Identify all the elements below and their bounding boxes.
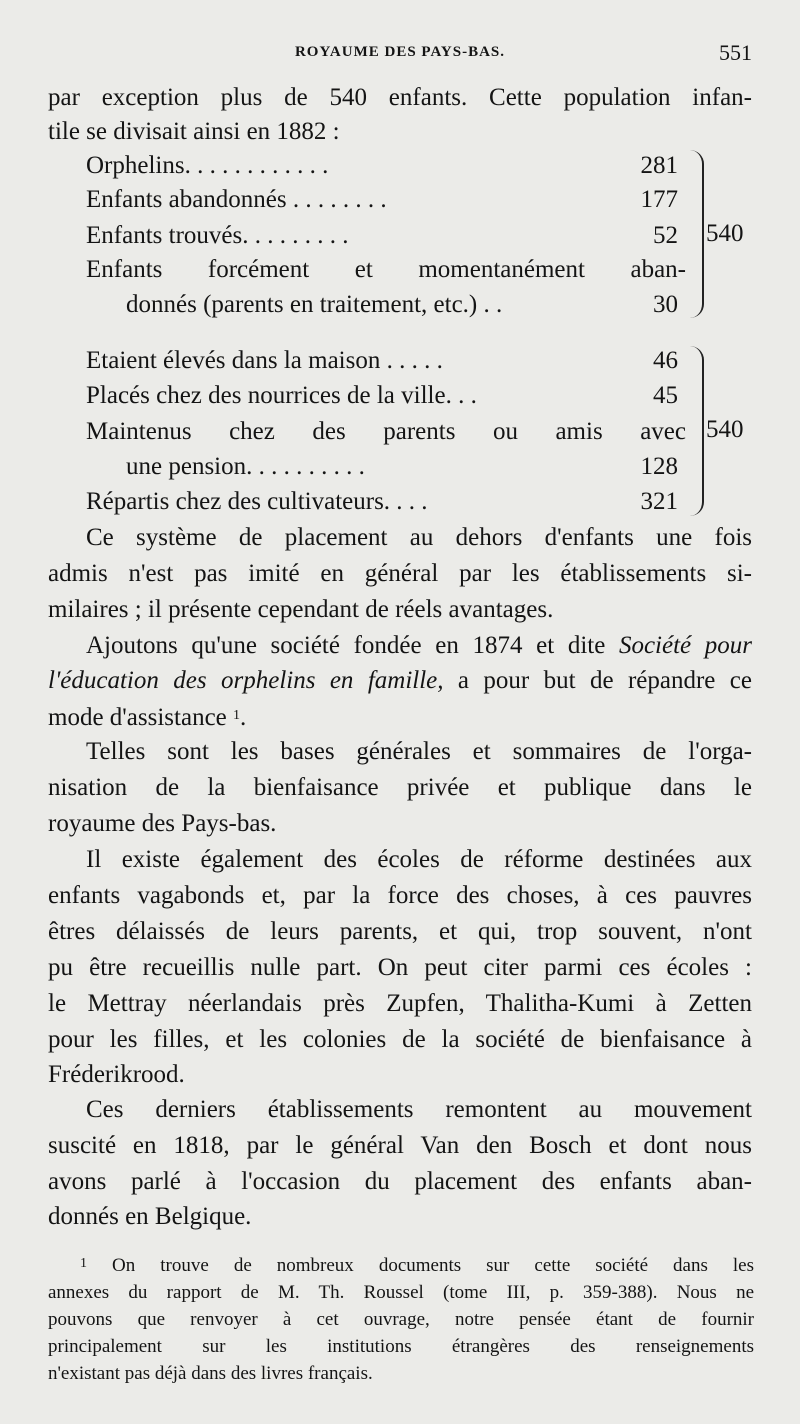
text-span: On trouve de nombreux documents sur cette société dans les xyxy=(87,1255,754,1276)
row-value: 45 xyxy=(653,382,678,409)
row-value: 46 xyxy=(653,347,678,374)
footnote-line: annexes du rapport de M. Th. Roussel (tome III, p. 359-388). Nous ne xyxy=(48,1282,754,1303)
paragraph-line: Il existe également des écoles de réforme destinées aux xyxy=(86,846,752,873)
footnote-line: principalement sur les institutions étrangères des renseignements xyxy=(48,1336,754,1357)
text-span: a pour but de répandre ce xyxy=(443,667,752,694)
text-span: mode d'assistance xyxy=(48,704,227,731)
intro-line: tile se divisait ainsi en 1882 : xyxy=(48,118,340,145)
row-label: donnés (parents en traitement, etc.) . . xyxy=(126,291,503,318)
row-value: 177 xyxy=(640,186,678,213)
paragraph-line: Fréderikrood. xyxy=(48,1061,185,1088)
paragraph-line: donnés en Belgique. xyxy=(48,1203,252,1230)
paragraph-line: pu être recueillis nulle part. On peut citer parmi ces écoles : xyxy=(48,954,752,981)
footnote-mark: 1 xyxy=(80,1256,87,1271)
paragraph-line: Telles sont les bases générales et sommaires de l'orga- xyxy=(86,738,752,765)
table-row xyxy=(86,378,686,414)
table-row xyxy=(86,252,686,288)
row-value: 128 xyxy=(640,453,678,480)
row-label: une pension. . . . . . . . . . xyxy=(126,453,365,480)
running-title: ROYAUME DES PAYS-BAS. xyxy=(294,44,506,60)
footnote-line xyxy=(80,1252,754,1280)
paragraph-line xyxy=(86,628,752,664)
footnote-ref: 1 xyxy=(233,708,241,723)
paragraph-line xyxy=(48,663,752,699)
grouping-brace xyxy=(688,346,704,516)
table-row xyxy=(86,218,686,254)
grouping-brace xyxy=(688,150,704,318)
paragraph-line: êtres délaissés de leurs parents, et qui, trop souvent, n'ont xyxy=(48,918,752,945)
intro-line: par exception plus de 540 enfants. Cette population infan- xyxy=(48,84,752,111)
paragraph-line: suscité en 1818, par le général Van den Bosch et dont nous xyxy=(48,1132,752,1159)
table-row xyxy=(86,414,686,450)
paragraph-line: Ce système de placement au dehors d'enfants une fois xyxy=(86,524,752,551)
paragraph-line xyxy=(48,700,752,736)
table-row xyxy=(86,449,686,485)
table-total: 540 xyxy=(706,220,744,247)
table-row xyxy=(86,484,686,520)
paragraph-line: royaume des Pays-bas. xyxy=(48,810,277,837)
text-span: . xyxy=(240,704,247,731)
row-value: 52 xyxy=(653,222,678,249)
paragraph-line: Ces derniers établissements remontent au mouvement xyxy=(86,1096,752,1123)
page-header xyxy=(0,38,800,68)
row-label: Placés chez des nourrices de la ville. . . xyxy=(86,382,477,409)
paragraph-line: le Mettray néerlandais près Zupfen, Thalitha-Kumi à Zetten xyxy=(48,990,752,1017)
row-label: Répartis chez des cultivateurs. . . . xyxy=(86,488,428,515)
table-row xyxy=(86,343,686,379)
paragraph-line: pour les filles, et les colonies de la société de bienfaisance à xyxy=(48,1026,752,1053)
table-row xyxy=(86,287,686,323)
row-label: Etaient élevés dans la maison . . . . . xyxy=(86,347,443,374)
row-label: Maintenus chez des parents ou amis avec xyxy=(86,418,686,445)
paragraph-line: admis n'est pas imité en général par les établissements si- xyxy=(48,560,752,587)
row-label: Orphelins. . . . . . . . . . . . xyxy=(86,152,329,179)
table-row xyxy=(86,148,686,184)
row-value: 30 xyxy=(653,291,678,318)
page-number: 551 xyxy=(719,40,752,65)
paragraph-line: avons parlé à l'occasion du placement des enfants aban- xyxy=(48,1168,752,1195)
paragraph-line: milaires ; il présente cependant de réels avantages. xyxy=(48,596,554,623)
row-label: Enfants forcément et momentanément aban- xyxy=(86,256,686,283)
row-label: Enfants abandonnés . . . . . . . . xyxy=(86,186,387,213)
table-row xyxy=(86,182,686,218)
footnote-line: n'existant pas déjà dans des livres français. xyxy=(48,1363,373,1384)
table-total: 540 xyxy=(706,416,744,443)
paragraph-line: nisation de la bienfaisance privée et publique dans le xyxy=(48,774,752,801)
row-value: 281 xyxy=(640,152,678,179)
text-span: Ajoutons qu'une société fondée en 1874 et dite xyxy=(86,632,619,659)
footnote-line: pouvons que renvoyer à cet ouvrage, notre pensée étant de fournir xyxy=(48,1309,754,1330)
row-value: 321 xyxy=(640,488,678,515)
italic-span: l'éducation des orphelins en famille, xyxy=(48,667,444,694)
paragraph-line: enfants vagabonds et, par la force des choses, à ces pauvres xyxy=(48,882,752,909)
italic-span: Société pour xyxy=(618,632,753,659)
row-label: Enfants trouvés. . . . . . . . . xyxy=(86,222,349,249)
